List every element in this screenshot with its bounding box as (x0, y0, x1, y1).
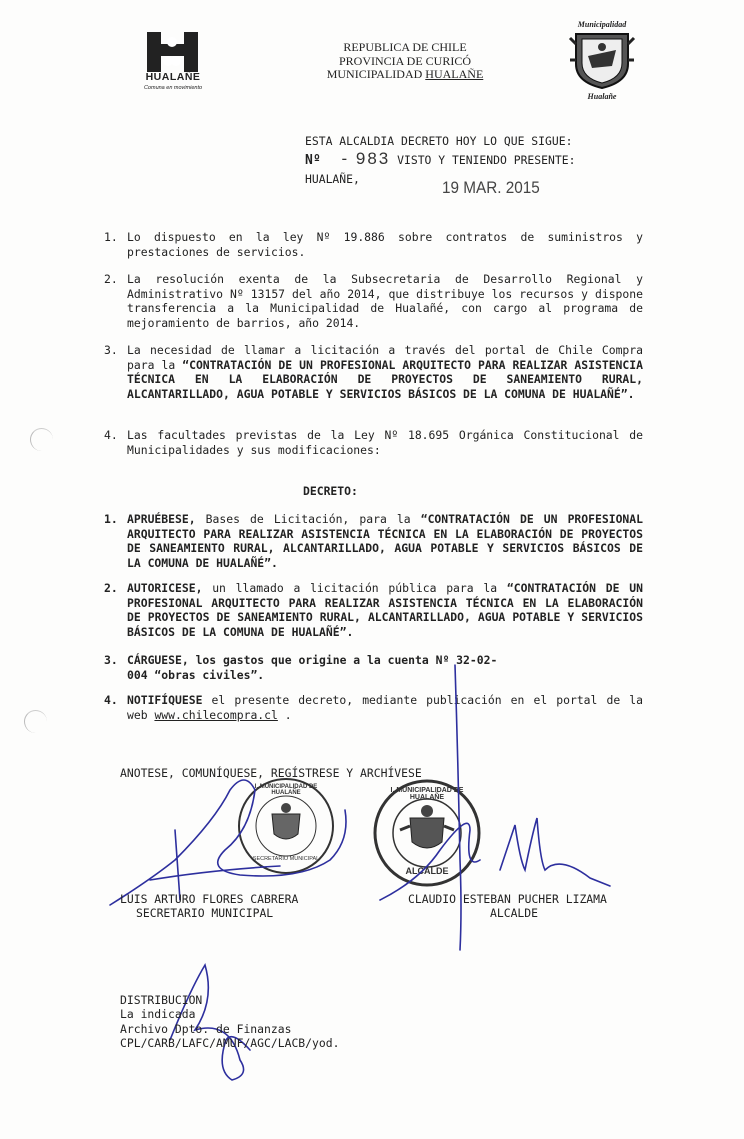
distribution-block (120, 993, 339, 1051)
visto-1-number: 1. (104, 230, 118, 244)
decreto-2-bold: “CONTRATACIÓN DE UN PROFESIONAL ARQUITECTO PARA REALIZAR ASISTENCIA TÉCNICA EN LA ELABORACIÓN DE PROYECTOS DE SANEAMIENTO RURAL, ALCANTARILLADO, AGUA POTABLE Y SERVICIOS BÁSICOS DE LA COMUNA DE HUALAÑÉ”. (127, 581, 643, 639)
secretary-name: LUIS ARTURO FLORES CABRERA (120, 892, 299, 906)
crest-bottom-label: Hualañe (587, 92, 617, 101)
crest-top-label: Municipalidad (577, 20, 627, 29)
visto-3-bold: “CONTRATACIÓN DE UN PROFESIONAL ARQUITECTO PARA REALIZAR ASISTENCIA TÉCNICA EN LA ELABORACIÓN DE PROYECTOS DE SANEAMIENTO RURAL, ALCANTARILLADO, AGUA POTABLE Y SERVICIOS BÁSICOS DE LA COMUNA DE HUALAÑÉ”. (127, 357, 643, 401)
decreto-4-after: . (277, 707, 292, 722)
decreto-2-number: 2. (104, 581, 118, 595)
decree-number-prefix: Nº (305, 153, 321, 168)
secretary-role: SECRETARIO MUNICIPAL (136, 906, 274, 920)
decree-number: - 983 (341, 149, 391, 168)
municipality-prefix: MUNICIPALIDAD (326, 67, 426, 81)
mayor-stamp-bottom: ALCALDE (405, 866, 449, 876)
visto-4-text: Las facultades previstas de la Ley Nº 18.695 Orgánica Constitucional de Municipalidades y sus modificaciones: (127, 428, 643, 457)
decreto-1-bold: “CONTRATACIÓN DE UN PROFESIONAL ARQUITECTO PARA REALIZAR ASISTENCIA TÉCNICA EN LA ELABORACIÓN DE PROYECTOS DE SANEAMIENTO RURAL, ALCANTARILLADO, AGUA POTABLE Y SERVICIOS BÁSICOS DE LA COMUNA DE HUALAÑÉ”. (127, 512, 644, 570)
decreto-1-lead: APRUÉBESE, (127, 512, 196, 526)
closing-line: ANOTESE, COMUNÍQUESE, REGÍSTRESE Y ARCHÍVESE (120, 766, 422, 780)
logo-tagline: Comuna en movimiento (143, 85, 203, 91)
decreto-2-plain: un llamado a licitación pública para la (202, 581, 507, 595)
decreto-3-number: 3. (104, 653, 118, 667)
visto-2-text: La resolución exenta de la Subsecretaria de Desarrollo Regional y Administrativo Nº 13157 del año 2014, que distribuye los recursos y dispone transferencia a la Municipalidad de Hualañé, con cargo al programa de mejoramiento de barrios, año 2014. (127, 272, 643, 330)
decreto-1-plain: Bases de Licitación, para la (195, 512, 421, 526)
province-line: PROVINCIA DE CURICÓ (338, 53, 471, 68)
punch-hole-bottom (24, 710, 47, 733)
visto-3-plain: La necesidad de llamar a licitación a través del portal de Chile Compra para la (127, 343, 643, 372)
republic-line: REPUBLICA DE CHILE (343, 40, 467, 54)
decreto-4-number: 4. (104, 693, 118, 707)
date-stamp: 19 MAR. 2015 (442, 178, 540, 197)
logo-name: HUALAÑE (145, 71, 201, 83)
distribution-line-3: CPL/CARB/LAFC/AMUF/AGC/LACB/yod. (120, 1036, 340, 1051)
distribution-title: DISTRIBUCION (120, 993, 203, 1007)
distribution-line-1: La indicada (120, 1007, 196, 1022)
mayor-name: CLAUDIO ESTEBAN PUCHER LIZAMA (408, 892, 607, 906)
chilecompra-link[interactable]: www.chilecompra.cl (154, 707, 278, 722)
decreto-title: DECRETO: (303, 484, 358, 498)
visto-2-number: 2. (104, 272, 118, 286)
decreto-4-lead: NOTIFÍQUESE (127, 693, 203, 707)
visto-3-number: 3. (104, 343, 118, 357)
decreto-1-number: 1. (104, 512, 118, 526)
mayor-role: ALCALDE (490, 906, 539, 920)
intro-place: HUALAÑE, (305, 172, 360, 186)
secretary-stamp-text: I. MUNICIPALIDAD DE HUALAÑE (254, 784, 318, 796)
intro-line-1: ESTA ALCALDIA DECRETO HOY LO QUE SIGUE: (305, 134, 573, 148)
punch-hole-top (30, 428, 53, 451)
intro-visto: VISTO Y TENIENDO PRESENTE: (397, 153, 576, 167)
decreto-2-lead: AUTORICESE, (127, 581, 203, 595)
decreto-3-text: CÁRGUESE, los gastos que origine a la cuenta Nº 32-02-004 “obras civiles”. (127, 653, 498, 682)
visto-4-number: 4. (104, 428, 118, 442)
secretary-stamp-bottom: SECRETARIO MUNICIPAL (252, 856, 320, 862)
visto-1-text: Lo dispuesto en la ley Nº 19.886 sobre contratos de suministros y prestaciones de servicios. (127, 230, 643, 259)
mayor-stamp-text: I. MUNICIPALIDAD DE HUALAÑE (390, 787, 464, 801)
municipality-name: HUALAÑE (425, 67, 484, 81)
distribution-line-2: Archivo Dpto. de Finanzas (120, 1021, 292, 1036)
decreto-4-plain: el presente decreto, mediante publicación en el portal de la web (127, 693, 643, 722)
